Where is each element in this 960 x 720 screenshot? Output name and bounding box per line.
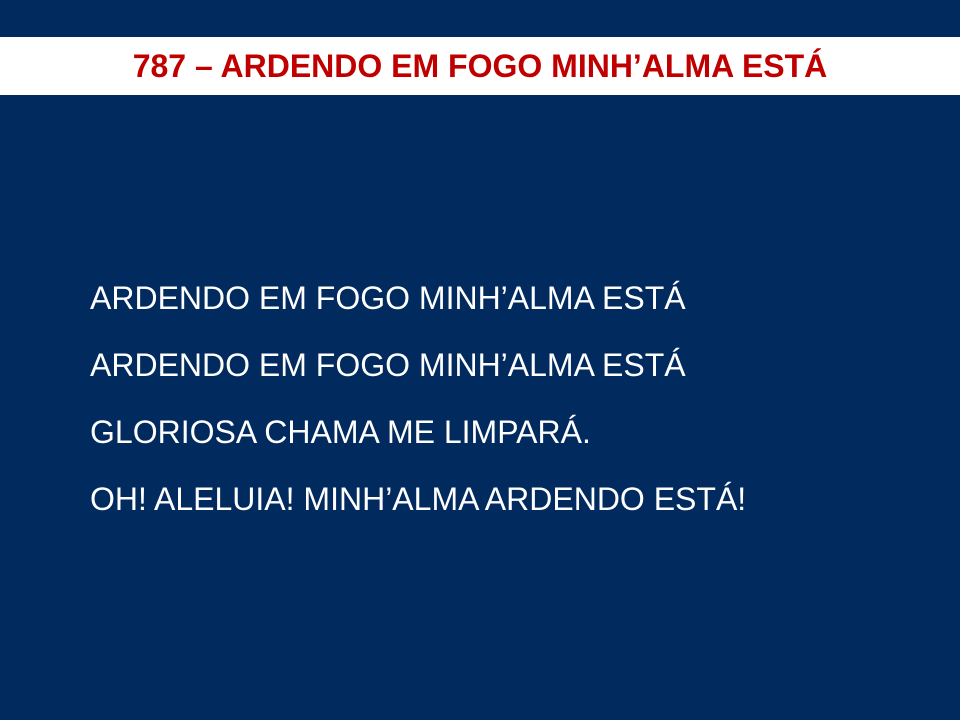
lyric-line-4: OH! ALELUIA! MINH’ALMA ARDENDO ESTÁ!	[90, 481, 747, 517]
title-bar	[0, 37, 960, 95]
lyrics-block	[90, 280, 930, 548]
lyric-line-1: ARDENDO EM FOGO MINH’ALMA ESTÁ	[90, 280, 686, 316]
slide-title: 787 – ARDENDO EM FOGO MINH’ALMA ESTÁ	[132, 47, 828, 84]
lyric-line-2: ARDENDO EM FOGO MINH’ALMA ESTÁ	[90, 347, 686, 383]
lyric-line-3: GLORIOSA CHAMA ME LIMPARÁ.	[90, 414, 591, 450]
